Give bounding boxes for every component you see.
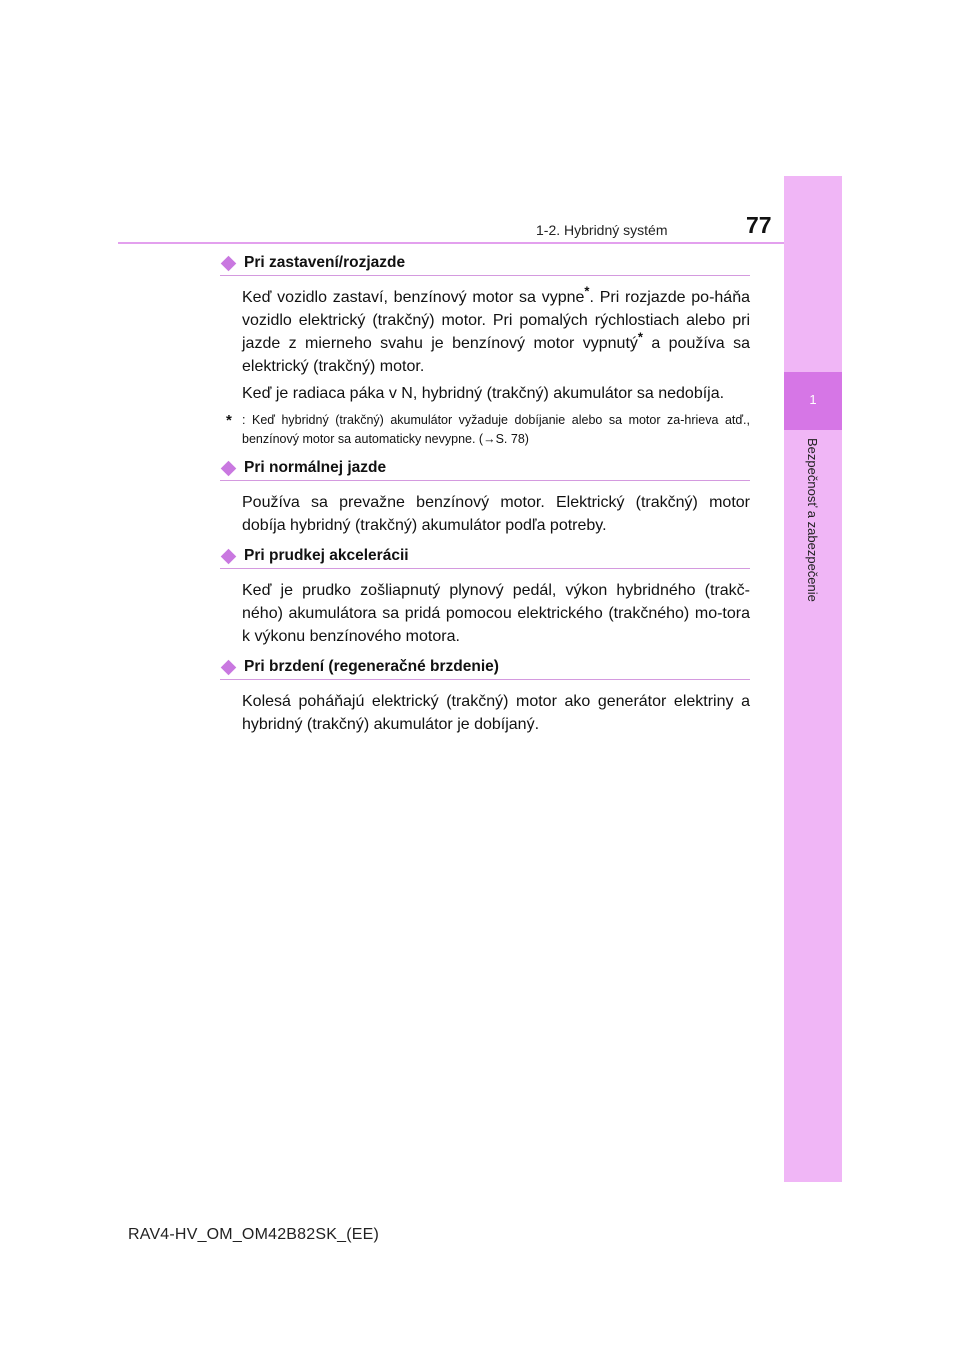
header-divider — [118, 242, 840, 244]
section-heading — [220, 547, 750, 569]
paragraph: Keď je prudko zošliapnutý plynový pedál, výkon hybridného (trakč-ného) akumulátora sa pridá pomocou elektrického (trakčného) mo-tora k výkonu benzínového motora. — [242, 582, 750, 645]
page-number: 77 — [746, 212, 772, 238]
paragraph-text: . Pri rozjazde po-háňa vozidlo elektrický (trakčný) motor. Pri pomalých rýchlostiach alebo pri jazde z mierneho svahu je benzínový motor vypnutý — [242, 289, 750, 352]
paragraph: Používa sa prevažne benzínový motor. Elektrický (trakčný) motor dobíja hybridný (trakčný) akumulátor podľa potreby. — [242, 494, 750, 534]
footnote-mark: * — [226, 412, 232, 429]
paragraph — [242, 283, 750, 378]
chapter-side-tab — [784, 176, 842, 1182]
section-heading — [220, 658, 750, 680]
section-heading — [220, 459, 750, 481]
chapter-title: Bezpečnosť a zabezpečenie — [805, 438, 820, 602]
document-code: RAV4-HV_OM_OM42B82SK_(EE) — [128, 1226, 380, 1243]
heading-text: Pri zastavení/rozjazde — [244, 254, 406, 271]
diamond-bullet-icon — [221, 460, 237, 476]
paragraph-text: a používa sa elektrický (trakčný) motor. — [242, 335, 750, 375]
diamond-bullet-icon — [221, 255, 237, 271]
footnote — [226, 411, 750, 449]
footnote-ref: * — [584, 283, 590, 299]
page-content — [220, 250, 750, 736]
heading-text: Pri normálnej jazde — [244, 459, 387, 476]
chapter-number: 1 — [809, 392, 817, 407]
chapter-number-box — [784, 372, 842, 430]
footnote-ref: * — [637, 329, 643, 345]
diamond-bullet-icon — [221, 548, 237, 564]
diamond-bullet-icon — [221, 659, 237, 675]
heading-text: Pri brzdení (regeneračné brzdenie) — [244, 658, 499, 675]
paragraph-text: Keď vozidlo zastaví, benzínový motor sa vypne — [242, 289, 585, 306]
footnote-text: : Keď hybridný (trakčný) akumulátor vyžaduje dobíjanie alebo sa motor za-hrieva atď., benzínový motor sa automaticky nevypne. (→S. 78) — [242, 413, 750, 446]
heading-text: Pri prudkej akcelerácii — [244, 547, 409, 564]
section-heading — [220, 254, 750, 276]
section-title: 1-2. Hybridný systém — [536, 222, 668, 238]
paragraph: Keď je radiaca páka v N, hybridný (trakčný) akumulátor sa nedobíja. — [242, 385, 725, 402]
paragraph: Kolesá poháňajú elektrický (trakčný) motor ako generátor elektriny a hybridný (trakčný) akumulátor je dobíjaný. — [242, 693, 750, 733]
